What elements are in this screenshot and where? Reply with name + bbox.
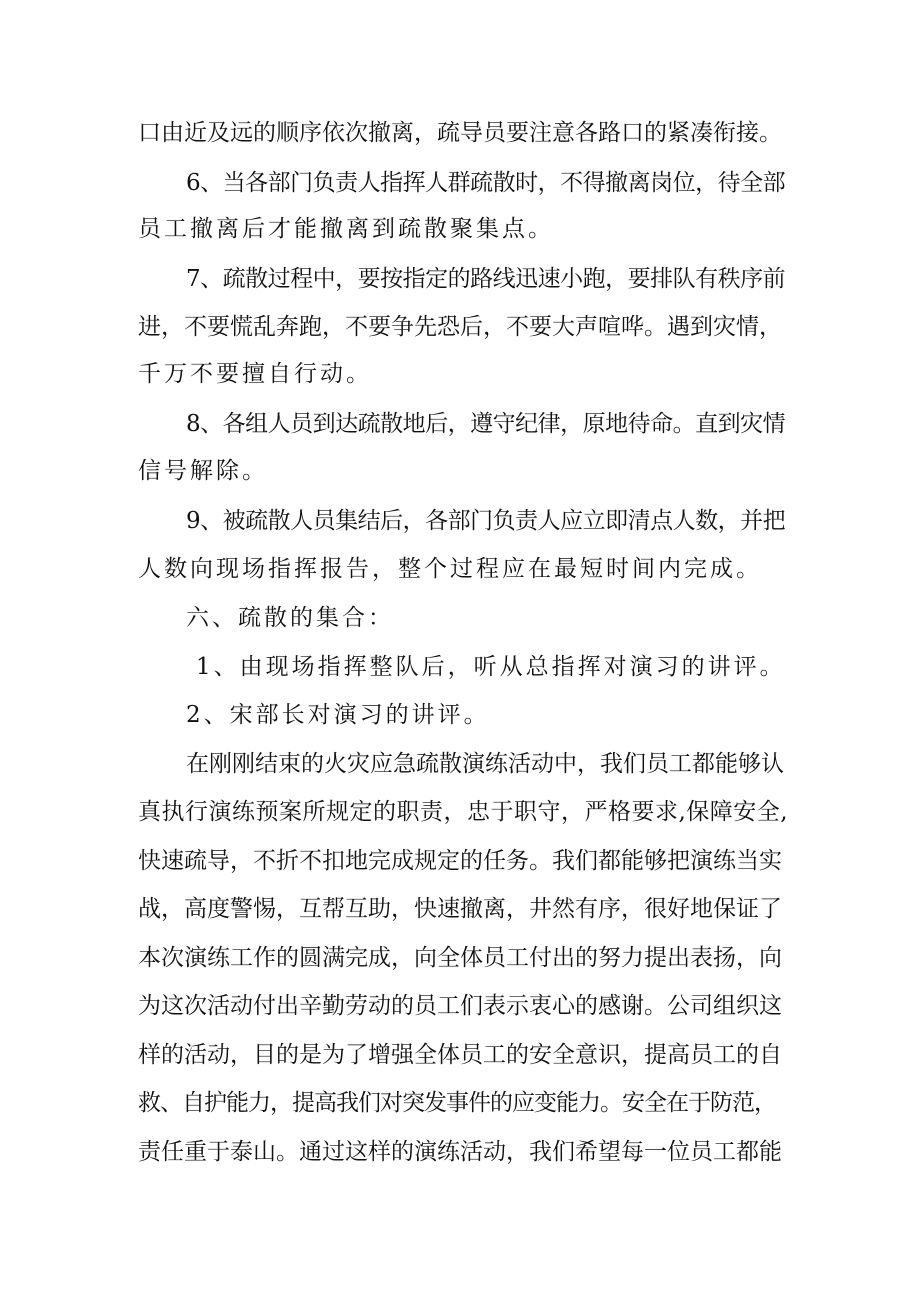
- text-line-13: 2、宋部长对演习的讲评。: [186, 702, 490, 728]
- text-line-12: 1、由现场指挥整队后，听从总指挥对演习的讲评。: [196, 654, 786, 680]
- text-line-6: 千万不要擅自行动。: [138, 361, 372, 387]
- text-line-15: 真执行演练预案所规定的职责，忠于职守，严格要求,保障安全,: [138, 799, 789, 825]
- text-line-7: 8、各组人员到达疏散地后，遵守纪律，原地待命。直到灾情: [186, 411, 786, 437]
- text-line-17: 战，高度警惕，互帮互助，快速撤离，井然有序，很好地保证了: [138, 896, 782, 922]
- section-heading: 六、疏散的集合：: [186, 605, 394, 631]
- text-line-9: 9、被疏散人员集结后，各部门负责人应立即清点人数，并把: [186, 508, 786, 534]
- text-line-4: 7、疏散过程中，要按指定的路线迅速小跑，要排队有秩序前: [186, 266, 786, 292]
- text-line-1: 口由近及远的顺序依次撤离，疏导员要注意各路口的紧凑衔接。: [138, 120, 782, 146]
- text-line-22: 责任重于泰山。通过这样的演练活动，我们希望每一位员工都能: [138, 1139, 782, 1165]
- text-line-20: 样的活动，目的是为了增强全体员工的安全意识，提高员工的自: [138, 1042, 782, 1068]
- text-line-2: 6、当各部门负责人指挥人群疏散时，不得撤离岗位，待全部: [186, 170, 786, 196]
- text-line-14: 在刚刚结束的火灾应急疏散演练活动中，我们员工都能够认: [186, 751, 784, 777]
- text-line-19: 为这次活动付出辛勤劳动的员工们表示衷心的感谢。公司组织这: [138, 993, 782, 1019]
- text-line-8: 信号解除。: [138, 458, 268, 484]
- text-line-21: 救、自护能力，提高我们对突发事件的应变能力。安全在于防范，: [138, 1090, 776, 1116]
- text-line-18: 本次演练工作的圆满完成，向全体员工付出的努力提出表扬，向: [138, 945, 782, 971]
- text-line-5: 进，不要慌乱奔跑，不要争先恐后，不要大声喧哗。遇到灾情，: [138, 314, 782, 340]
- text-line-16: 快速疏导，不折不扣地完成规定的任务。我们都能够把演练当实: [138, 848, 782, 874]
- text-line-3: 员工撤离后才能撤离到疏散聚集点。: [138, 216, 554, 242]
- text-line-10: 人数向现场指挥报告，整个过程应在最短时间内完成。: [138, 556, 762, 582]
